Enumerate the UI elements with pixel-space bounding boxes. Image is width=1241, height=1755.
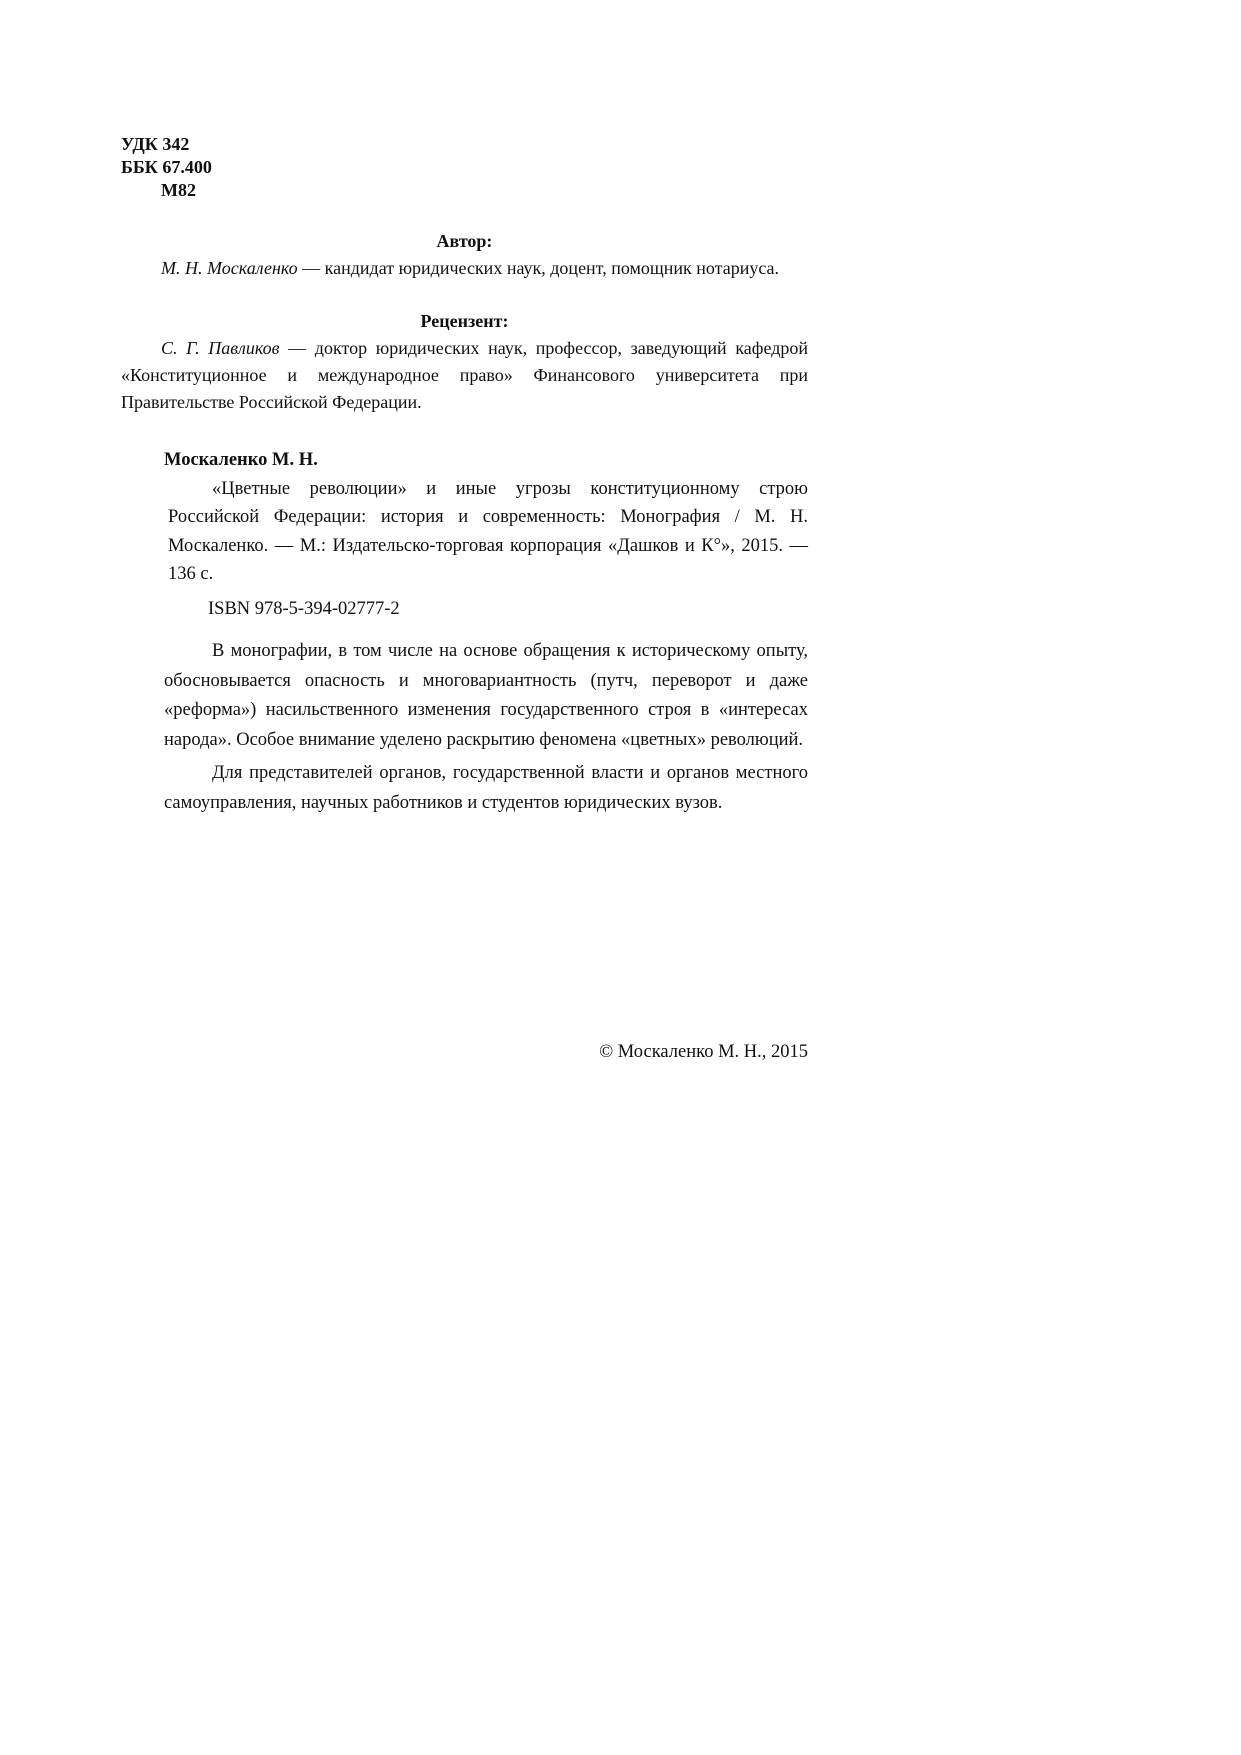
reviewer-description: — доктор юридических наук, профессор, заведующий кафедрой «Конституционное и международное право» Финансового университета при Правительстве Российской Федерации. [121,338,808,412]
copyright-notice: © Москаленко М. Н., 2015 [599,1042,808,1062]
author-info [121,255,808,282]
reviewer-section [121,308,808,416]
abstract-paragraph: В монографии, в том числе на основе обращения к историческому опыту, обосновывается опасность и многовариантность (путч, переворот и даже «реформа») насильственного изменения государственного строя в «интересах народа». Особое внимание уделено раскрытию феномена «цветных» революций. [164,641,808,750]
reviewer-name: С. Г. Павликов [161,338,280,358]
classification-codes [121,133,212,202]
author-mark: М82 [161,180,196,200]
reviewer-heading: Рецензент: [420,311,509,331]
bbk-code: ББК 67.400 [121,157,212,177]
reviewer-info [121,335,808,416]
udk-code: УДК 342 [121,134,190,154]
abstract [164,637,808,818]
bibliographic-record [164,446,808,623]
author-section [121,228,808,282]
author-name: М. Н. Москаленко [161,258,298,278]
abstract-paragraph: Для представителей органов, государственной власти и органов местного самоуправления, научных работников и студентов юридических вузов. [164,763,808,813]
author-description: — кандидат юридических наук, доцент, помощник нотариуса. [297,258,780,278]
bib-author: Москаленко М. Н. [164,450,318,470]
isbn: ISBN 978-5-394-02777-2 [208,598,400,619]
bib-description: «Цветные революции» и иные угрозы конституционному строю Российской Федерации: история и современность: Монография / М. Н. Москаленко. — М.: Издательско-торговая корпорация «Дашков и К°», 2015. — 136 с. [168,478,808,584]
author-heading: Автор: [436,231,493,251]
